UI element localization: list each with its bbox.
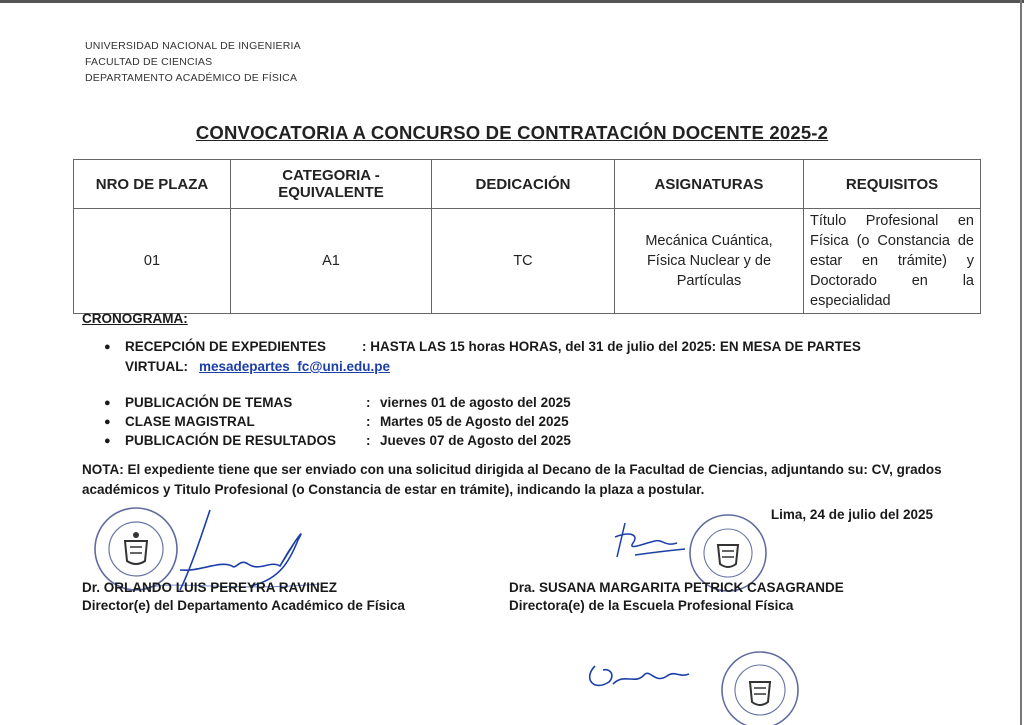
bullet-icon: ● — [104, 341, 111, 353]
cell-nro: 01 — [74, 209, 231, 314]
bullet-icon: ● — [104, 435, 111, 447]
table-header-row — [74, 160, 981, 209]
recepcion-virtual-label: VIRTUAL: — [125, 359, 188, 374]
list-item — [0, 395, 1024, 415]
header-categoria-line2: EQUIVALENTE — [278, 184, 384, 201]
header-nro: NRO DE PLAZA — [74, 160, 231, 209]
item-colon: : — [366, 433, 371, 448]
bullet-icon: ● — [104, 397, 111, 409]
header-dedicacion: DEDICACIÓN — [432, 160, 615, 209]
header-asignaturas: ASIGNATURAS — [615, 160, 804, 209]
signer-2-name: Dra. SUSANA MARGARITA PETRICK CASAGRANDE — [509, 580, 844, 595]
signer-2-role: Directora(e) de la Escuela Profesional Física — [509, 598, 794, 613]
bullet-icon: ● — [104, 416, 111, 428]
list-item — [0, 433, 1024, 453]
university-seal-icon — [718, 648, 802, 725]
signer-1-role: Director(e) del Departamento Académico de Física — [82, 598, 405, 613]
cell-categoria: A1 — [231, 209, 432, 314]
nota-paragraph: NOTA: El expediente tiene que ser enviado con una solicitud dirigida al Decano de la Facultad de Ciencias, adjuntando su: CV, grados académicos y Titulo Profesional (o Constancia de estar en trámite), indicando la plaza a postular. — [82, 462, 942, 497]
scan-top-border — [0, 0, 1024, 3]
cell-asignaturas — [615, 209, 804, 314]
signature-petrick-icon — [605, 513, 695, 568]
institution-header — [85, 38, 301, 86]
list-item — [0, 414, 1024, 434]
signer-1-name: Dr. ORLANDO LUIS PEREYRA RAVINEZ — [82, 580, 338, 595]
item-colon: : — [366, 414, 371, 429]
recepcion-value: : HASTA LAS 15 horas HORAS, del 31 de julio del 2025: EN MESA DE PARTES — [362, 339, 861, 354]
header-faculty: FACULTAD DE CIENCIAS — [85, 56, 213, 68]
item-value: Jueves 07 de Agosto del 2025 — [380, 433, 571, 448]
recepcion-email-link[interactable]: mesadepartes_fc@uni.edu.pe — [199, 359, 390, 374]
asignaturas-line2: Física Nuclear y de — [646, 253, 772, 269]
cell-requisitos: Título Profesional en Física (o Constancia de estar en trámite) y Doctorado en la especialidad — [804, 209, 981, 314]
cronograma-title: CRONOGRAMA: — [82, 311, 188, 326]
table-row — [74, 209, 981, 314]
document-title: CONVOCATORIA A CONCURSO DE CONTRATACIÓN DOCENTE 2025-2 — [195, 122, 829, 143]
item-label: CLASE MAGISTRAL — [125, 414, 255, 429]
recepcion-label: RECEPCIÓN DE EXPEDIENTES — [125, 339, 327, 354]
document-date: Lima, 24 de julio del 2025 — [770, 507, 933, 522]
header-university: UNIVERSIDAD NACIONAL DE INGENIERIA — [85, 40, 301, 52]
item-value: viernes 01 de agosto del 2025 — [380, 395, 571, 410]
asignaturas-line3: Partículas — [676, 273, 742, 289]
header-categoria — [231, 160, 432, 209]
header-department: DEPARTAMENTO ACADÉMICO DE FÍSICA — [85, 72, 298, 84]
recepcion-item — [0, 339, 1024, 379]
signature-bottom-icon — [575, 648, 695, 698]
cell-dedicacion: TC — [432, 209, 615, 314]
asignaturas-line1: Mecánica Cuántica, — [645, 233, 773, 249]
header-categoria-line1: CATEGORIA - — [282, 167, 380, 184]
plaza-table — [73, 159, 981, 314]
item-value: Martes 05 de Agosto del 2025 — [380, 414, 569, 429]
item-label: PUBLICACIÓN DE TEMAS — [125, 395, 293, 410]
header-requisitos: REQUISITOS — [804, 160, 981, 209]
item-label: PUBLICACIÓN DE RESULTADOS — [125, 433, 337, 448]
item-colon: : — [366, 395, 371, 410]
